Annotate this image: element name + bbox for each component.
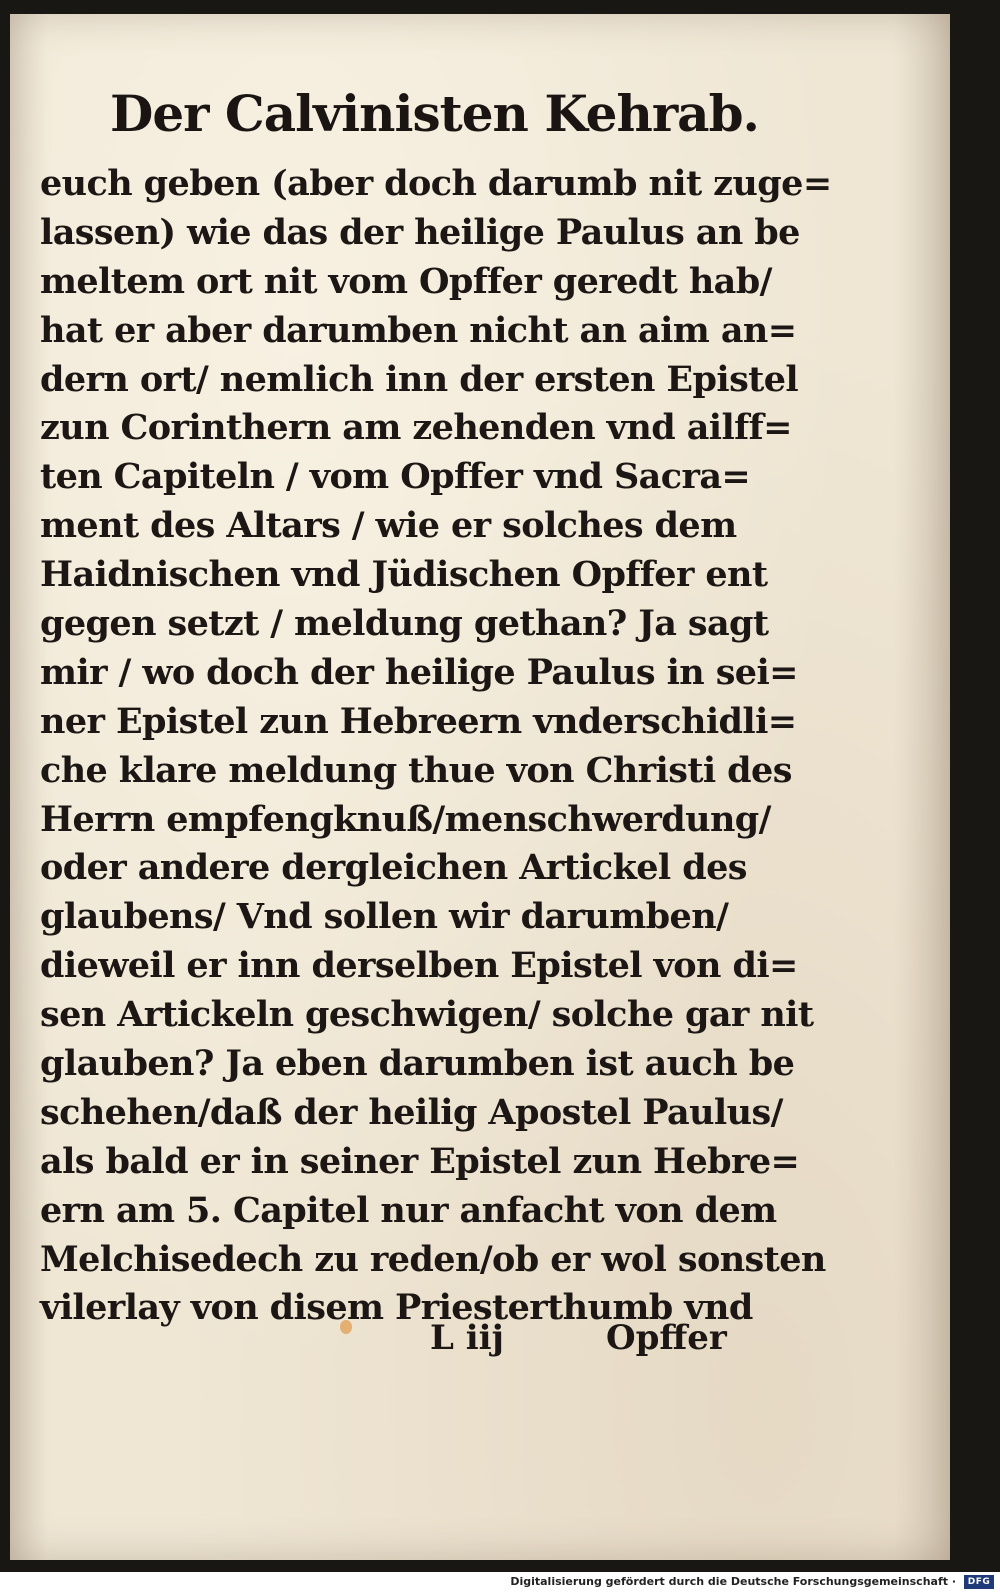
text-line: ment des Altars / wie er solches dem	[40, 505, 737, 547]
text-line: glaubens/ Vnd sollen wir darumben/	[40, 896, 729, 938]
text-line: meltem ort nit vom Opffer geredt hab/	[40, 260, 772, 302]
funding-credit: Digitalisierung gefördert durch die Deutsche Forschungsgemeinschaft ·	[510, 1575, 956, 1588]
text-line: vilerlay von disem Priesterthumb vnd	[40, 1287, 753, 1329]
dfg-logo-icon: DFG	[964, 1575, 994, 1589]
text-line: Herrn empfengknuß/menschwerdung/	[40, 798, 771, 840]
running-head: Der Calvinisten Kehrab.	[110, 84, 759, 143]
text-line: Melchisedech zu reden/ob er wol sonsten	[40, 1238, 826, 1280]
text-line: hat er aber darumben nicht an aim an=	[40, 309, 797, 351]
text-line: che klare meldung thue von Christi des	[40, 749, 792, 791]
text-line: ten Capiteln / vom Opffer vnd Sacra=	[40, 456, 751, 498]
text-line: dieweil er inn derselben Epistel von di=	[40, 945, 798, 987]
text-line: sen Artickeln geschwigen/ solche gar nit	[40, 994, 814, 1036]
catchword: Opffer	[606, 1318, 727, 1358]
text-line: glauben? Ja eben darumben ist auch be	[40, 1043, 795, 1085]
signature-mark: L iij	[430, 1318, 504, 1358]
text-line: euch geben (aber doch darumb nit zuge=	[40, 163, 832, 204]
text-line: gegen setzt / meldung gethan? Ja sagt	[40, 603, 769, 645]
text-line: schehen/daß der heilig Apostel Paulus/	[40, 1091, 783, 1133]
text-line: mir / wo doch der heilige Paulus in sei=	[40, 651, 798, 693]
text-line: lassen) wie das der heilige Paulus an be	[40, 211, 800, 253]
body-text	[40, 160, 832, 1333]
text-line: zun Corinthern am zehenden vnd ailff=	[40, 407, 792, 449]
text-line: ner Epistel zun Hebreern vnderschidli=	[40, 700, 797, 742]
text-line: dern ort/ nemlich inn der ersten Epistel	[40, 358, 799, 400]
digitization-footer	[0, 1572, 1000, 1593]
text-line: als bald er in seiner Epistel zun Hebre=	[40, 1140, 800, 1182]
text-line: ern am 5. Capitel nur anfacht von dem	[40, 1189, 777, 1231]
page-foot	[40, 1318, 730, 1368]
text-line: Haidnischen vnd Jüdischen Opffer ent	[40, 554, 768, 596]
text-line: oder andere dergleichen Artickel des	[40, 847, 747, 889]
